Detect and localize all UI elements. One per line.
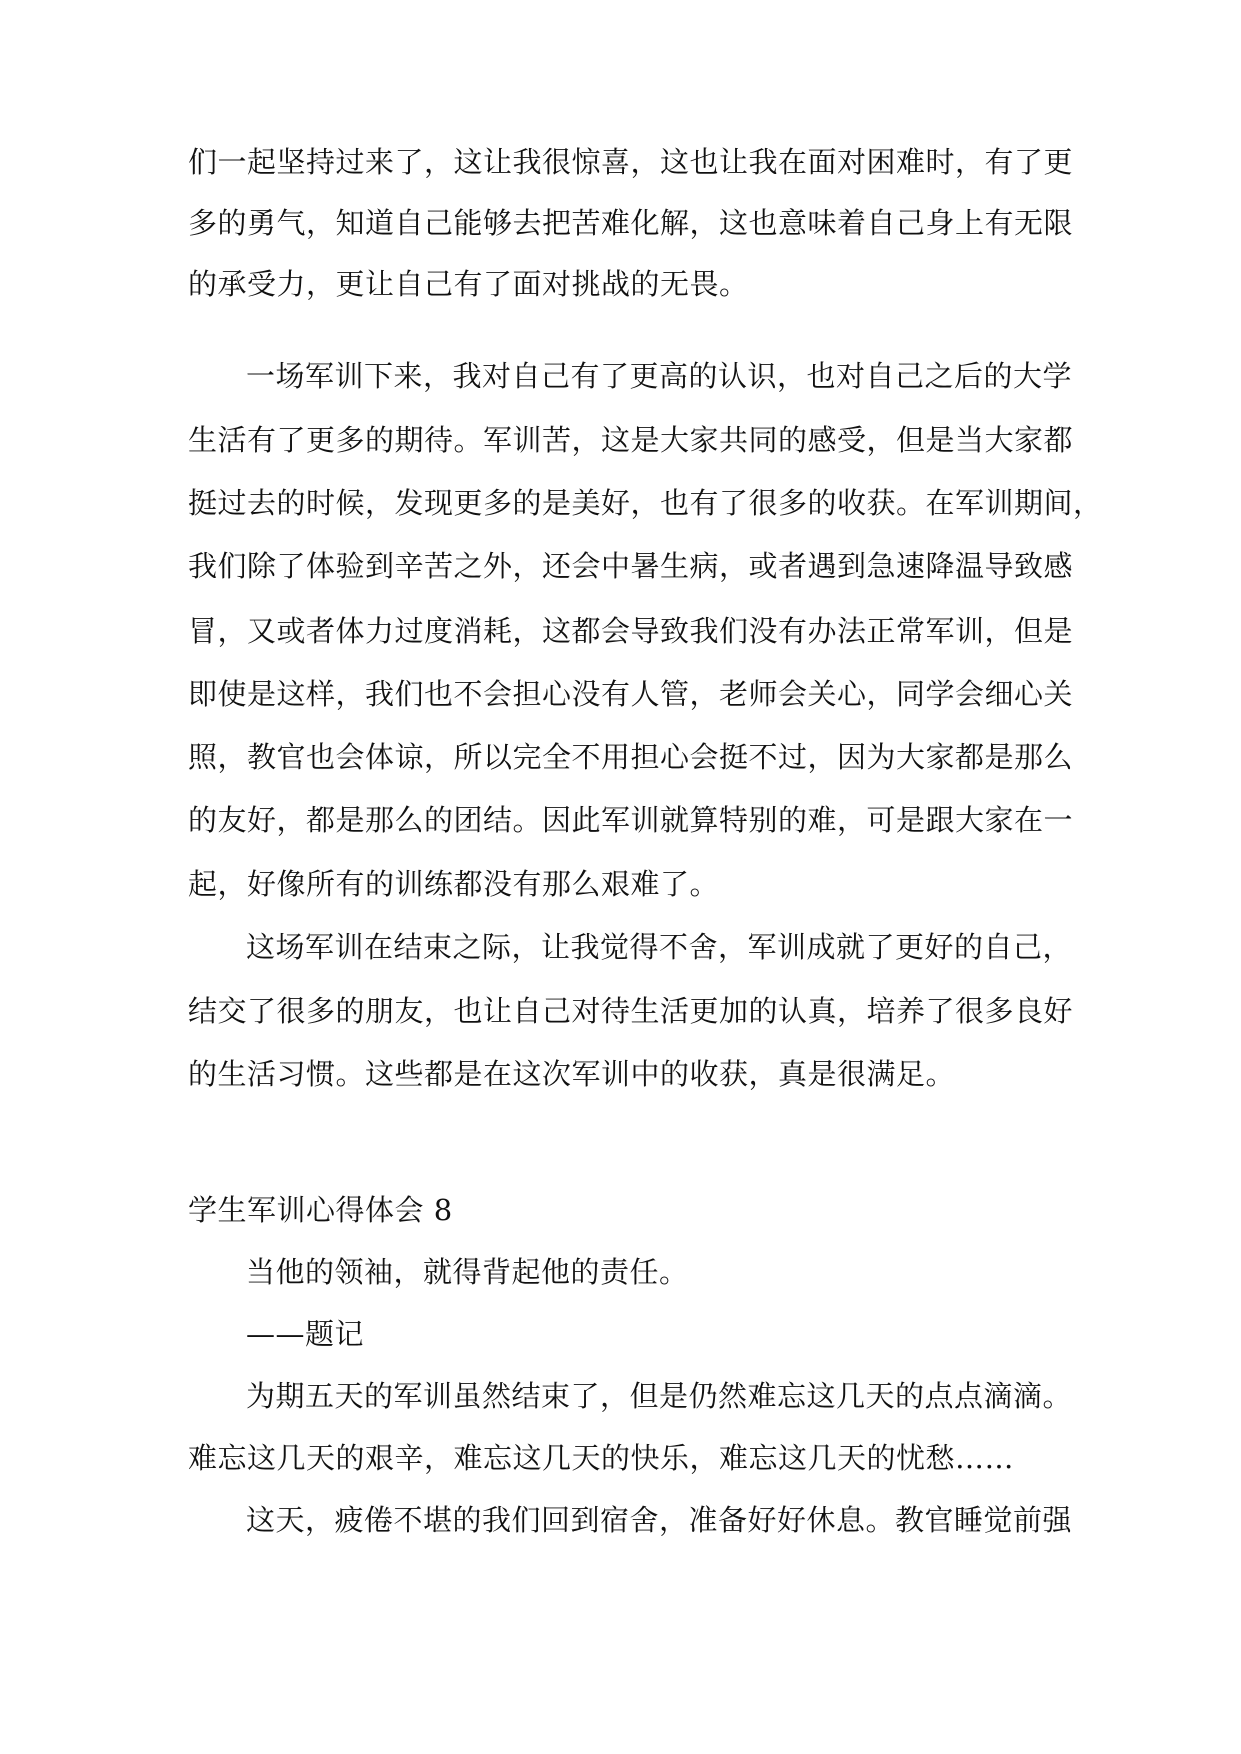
text-line: 生活有了更多的期待。军训苦，这是大家共同的感受，但是当大家都 xyxy=(188,423,1074,457)
section-heading: 学生军训心得体会 8 xyxy=(188,1193,453,1227)
text-line: 的生活习惯。这些都是在这次军训中的收获，真是很满足。 xyxy=(188,1057,956,1091)
epigraph-attribution: ——题记 xyxy=(246,1317,365,1351)
text-line: 们一起坚持过来了，这让我很惊喜，这也让我在面对困难时，有了更 xyxy=(188,145,1074,179)
text-line: 即使是这样，我们也不会担心没有人管，老师会关心，同学会细心关 xyxy=(188,677,1074,711)
text-line: 的友好，都是那么的团结。因此军训就算特别的难，可是跟大家在一 xyxy=(188,803,1074,837)
paragraph-start-line: 这天，疲倦不堪的我们回到宿舍，准备好好休息。教官睡觉前强 xyxy=(246,1503,1073,1537)
paragraph-start-line: 一场军训下来，我对自己有了更高的认识，也对自己之后的大学 xyxy=(246,359,1073,393)
paragraph-start-line: 为期五天的军训虽然结束了，但是仍然难忘这几天的点点滴滴。 xyxy=(246,1379,1073,1413)
text-line: 多的勇气，知道自己能够去把苦难化解，这也意味着自己身上有无限 xyxy=(188,206,1074,240)
text-line: 我们除了体验到辛苦之外，还会中暑生病，或者遇到急速降温导致感 xyxy=(188,549,1074,583)
text-line: 的承受力，更让自己有了面对挑战的无畏。 xyxy=(188,267,749,301)
epigraph: 当他的领袖，就得背起他的责任。 xyxy=(246,1255,689,1289)
text-line: 结交了很多的朋友，也让自己对待生活更加的认真，培养了很多良好 xyxy=(188,994,1074,1028)
text-line: 难忘这几天的艰辛，难忘这几天的快乐，难忘这几天的忧愁…… xyxy=(188,1441,1015,1475)
paragraph-start-line: 这场军训在结束之际，让我觉得不舍，军训成就了更好的自己， xyxy=(246,930,1073,964)
text-line: 冒，又或者体力过度消耗，这都会导致我们没有办法正常军训，但是 xyxy=(188,614,1074,648)
text-line: 照，教官也会体谅，所以完全不用担心会挺不过，因为大家都是那么 xyxy=(188,740,1074,774)
text-line: 起，好像所有的训练都没有那么艰难了。 xyxy=(188,867,720,901)
text-line: 挺过去的时候，发现更多的是美好，也有了很多的收获。在军训期间， xyxy=(188,486,1103,520)
